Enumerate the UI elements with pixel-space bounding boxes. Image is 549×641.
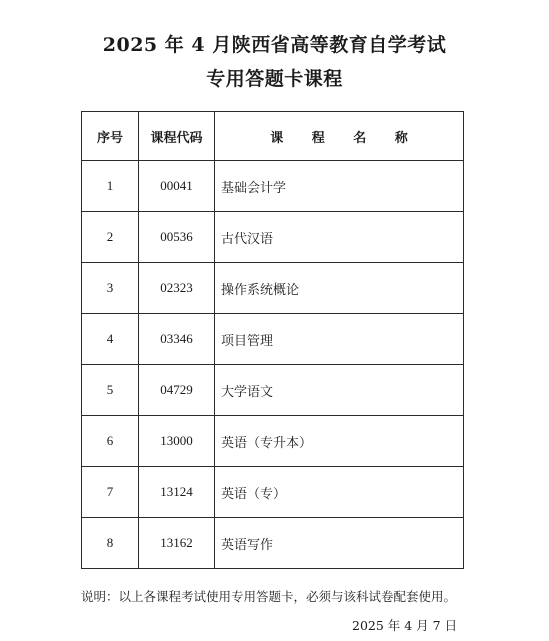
footnote: 说明：以上各课程考试使用专用答题卡，必须与该科试卷配套使用。 <box>81 589 457 604</box>
table-header-row <box>82 112 464 161</box>
row-index: 4 <box>82 314 139 365</box>
row-code: 04729 <box>139 365 215 416</box>
header-code: 课程代码 <box>139 112 215 161</box>
table-row <box>82 161 464 212</box>
row-name: 古代汉语 <box>215 212 464 263</box>
row-name: 大学语文 <box>215 365 464 416</box>
row-code: 13162 <box>139 518 215 569</box>
row-index: 8 <box>82 518 139 569</box>
header-index: 序号 <box>82 112 139 161</box>
table-row <box>82 314 464 365</box>
row-index: 2 <box>82 212 139 263</box>
table-row <box>82 263 464 314</box>
row-code: 00536 <box>139 212 215 263</box>
row-name: 操作系统概论 <box>215 263 464 314</box>
document-title-line1: 2025 年 4 月陕西省高等教育自学考试 <box>102 34 447 56</box>
header-name-label: 课 程 名 称 <box>270 130 420 146</box>
row-name: 基础会计学 <box>215 161 464 212</box>
table-row <box>82 365 464 416</box>
row-code: 02323 <box>139 263 215 314</box>
document-title-line2: 专用答题卡课程 <box>206 68 343 90</box>
table-row <box>82 467 464 518</box>
row-name: 英语（专升本） <box>215 416 464 467</box>
row-code: 03346 <box>139 314 215 365</box>
issue-date: 2025 年 4 月 7 日 <box>352 618 458 633</box>
table-row <box>82 212 464 263</box>
table-row <box>82 518 464 569</box>
header-name <box>215 112 464 161</box>
row-index: 3 <box>82 263 139 314</box>
row-code: 13000 <box>139 416 215 467</box>
table-row <box>82 416 464 467</box>
row-index: 1 <box>82 161 139 212</box>
course-table <box>81 111 464 569</box>
row-name: 项目管理 <box>215 314 464 365</box>
row-name: 英语写作 <box>215 518 464 569</box>
row-code: 13124 <box>139 467 215 518</box>
row-index: 7 <box>82 467 139 518</box>
row-index: 6 <box>82 416 139 467</box>
row-code: 00041 <box>139 161 215 212</box>
row-name: 英语（专） <box>215 467 464 518</box>
row-index: 5 <box>82 365 139 416</box>
